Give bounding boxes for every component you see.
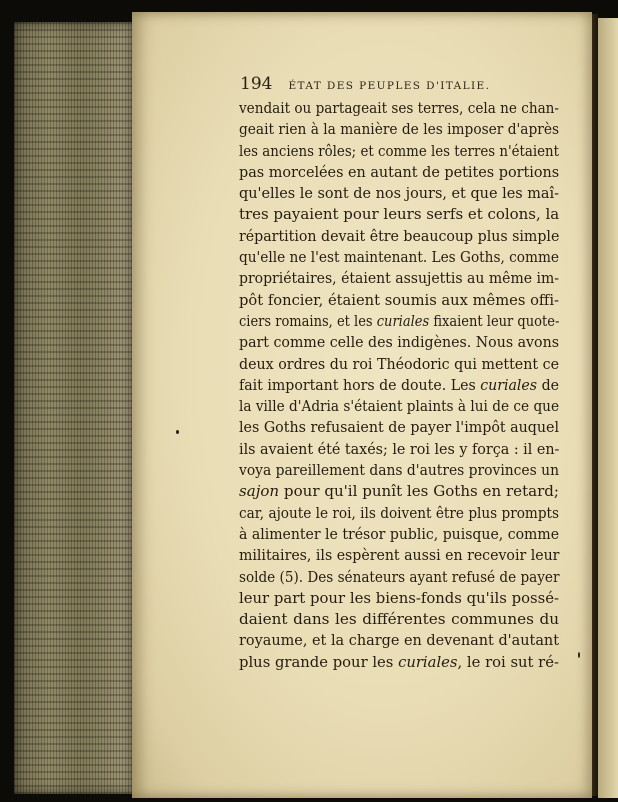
text-line [239,354,559,375]
text-line [239,524,559,545]
text-line [239,332,559,353]
text-segment: fait important hors de doute. Les [239,375,481,394]
ink-speck [176,430,179,434]
text-segment: ciers romains, et les [239,311,377,330]
text-line [239,481,559,502]
text-line [239,588,559,609]
text-line [239,460,559,481]
text-line [239,375,559,396]
text-segment: fixaient leur quote- [429,311,560,330]
text-segment: qu'elles le sont de nos jours, et que les maî- [239,184,560,203]
text-segment: deux ordres du roi Théodoric qui mettent ce [239,354,560,373]
page-header [240,74,560,94]
text-segment: les Goths refusaient de payer l'impôt auquel [239,418,560,437]
text-segment: leur part pour les biens-fonds qu'ils possé- [239,588,559,607]
text-segment: , le roi sut ré- [457,652,559,671]
text-line [239,652,559,673]
text-segment: car, ajoute le roi, ils doivent être plus prompts [239,503,560,522]
text-line [239,141,559,162]
running-head: ÉTAT DES PEUPLES D'ITALIE. [288,80,491,92]
text-line [239,630,559,651]
text-segment: répartition devait être beaucoup plus simple [239,226,560,245]
text-segment: ils avaient été taxés; le roi les y força : il en- [239,439,560,458]
text-segment: tres payaient pour leurs serfs et colons, la [239,205,560,224]
text-line [239,247,559,268]
book-fore-edge [14,22,132,794]
text-line [239,204,559,225]
text-segment: royaume, et la charge en devenant d'autant [239,631,560,650]
text-segment: militaires, ils espèrent aussi en recevoir leur [239,546,560,565]
text-segment: de [537,375,559,394]
italic-term: curiales [480,375,538,394]
text-line [239,609,559,630]
italic-term: curiales [398,652,458,671]
text-segment: pôt foncier, étaient soumis aux mêmes offi- [239,290,560,309]
italic-term: curiales [376,311,430,330]
text-line [239,119,559,140]
text-segment: pour qu'il punît les Goths en retard; [279,482,559,501]
text-line [239,311,559,332]
text-line [239,183,559,204]
text-segment: pas morcelées en autant de petites portions [239,162,560,181]
text-segment: la ville d'Adria s'étaient plaints à lui de ce que [239,397,560,416]
text-segment: vendait ou partageait ses terres, cela ne chan- [239,99,560,117]
text-segment: geait rien à la manière de les imposer d'après [239,120,560,139]
ink-speck [578,652,580,658]
text-line [239,567,559,588]
text-line [239,98,559,119]
text-segment: qu'elle ne l'est maintenant. Les Goths, comme [239,248,560,267]
text-line [239,396,559,417]
page-number: 194 [240,74,273,94]
body-text [239,98,559,673]
text-line [239,417,559,438]
text-line [239,162,559,183]
text-line [239,290,559,311]
text-segment: les anciens rôles; et comme les terres n'étaient [239,141,559,160]
italic-term: sajon [239,482,280,501]
text-segment: à alimenter le trésor public, puisque, comme [239,524,560,543]
text-segment: daient dans les différentes communes du [239,610,559,629]
text-segment: plus grande pour les [239,652,399,671]
text-line [239,545,559,566]
text-line [239,503,559,524]
text-segment: propriétaires, étaient assujettis au même im- [239,269,560,288]
text-line [239,268,559,289]
text-segment: solde (5). Des sénateurs ayant refusé de payer [239,567,560,586]
page [132,12,592,798]
facing-page-edge [598,18,618,798]
text-segment: part comme celle des indigènes. Nous avons [239,333,559,352]
text-segment: voya pareillement dans d'autres provinces un [239,461,560,480]
text-line [239,439,559,460]
text-line [239,226,559,247]
